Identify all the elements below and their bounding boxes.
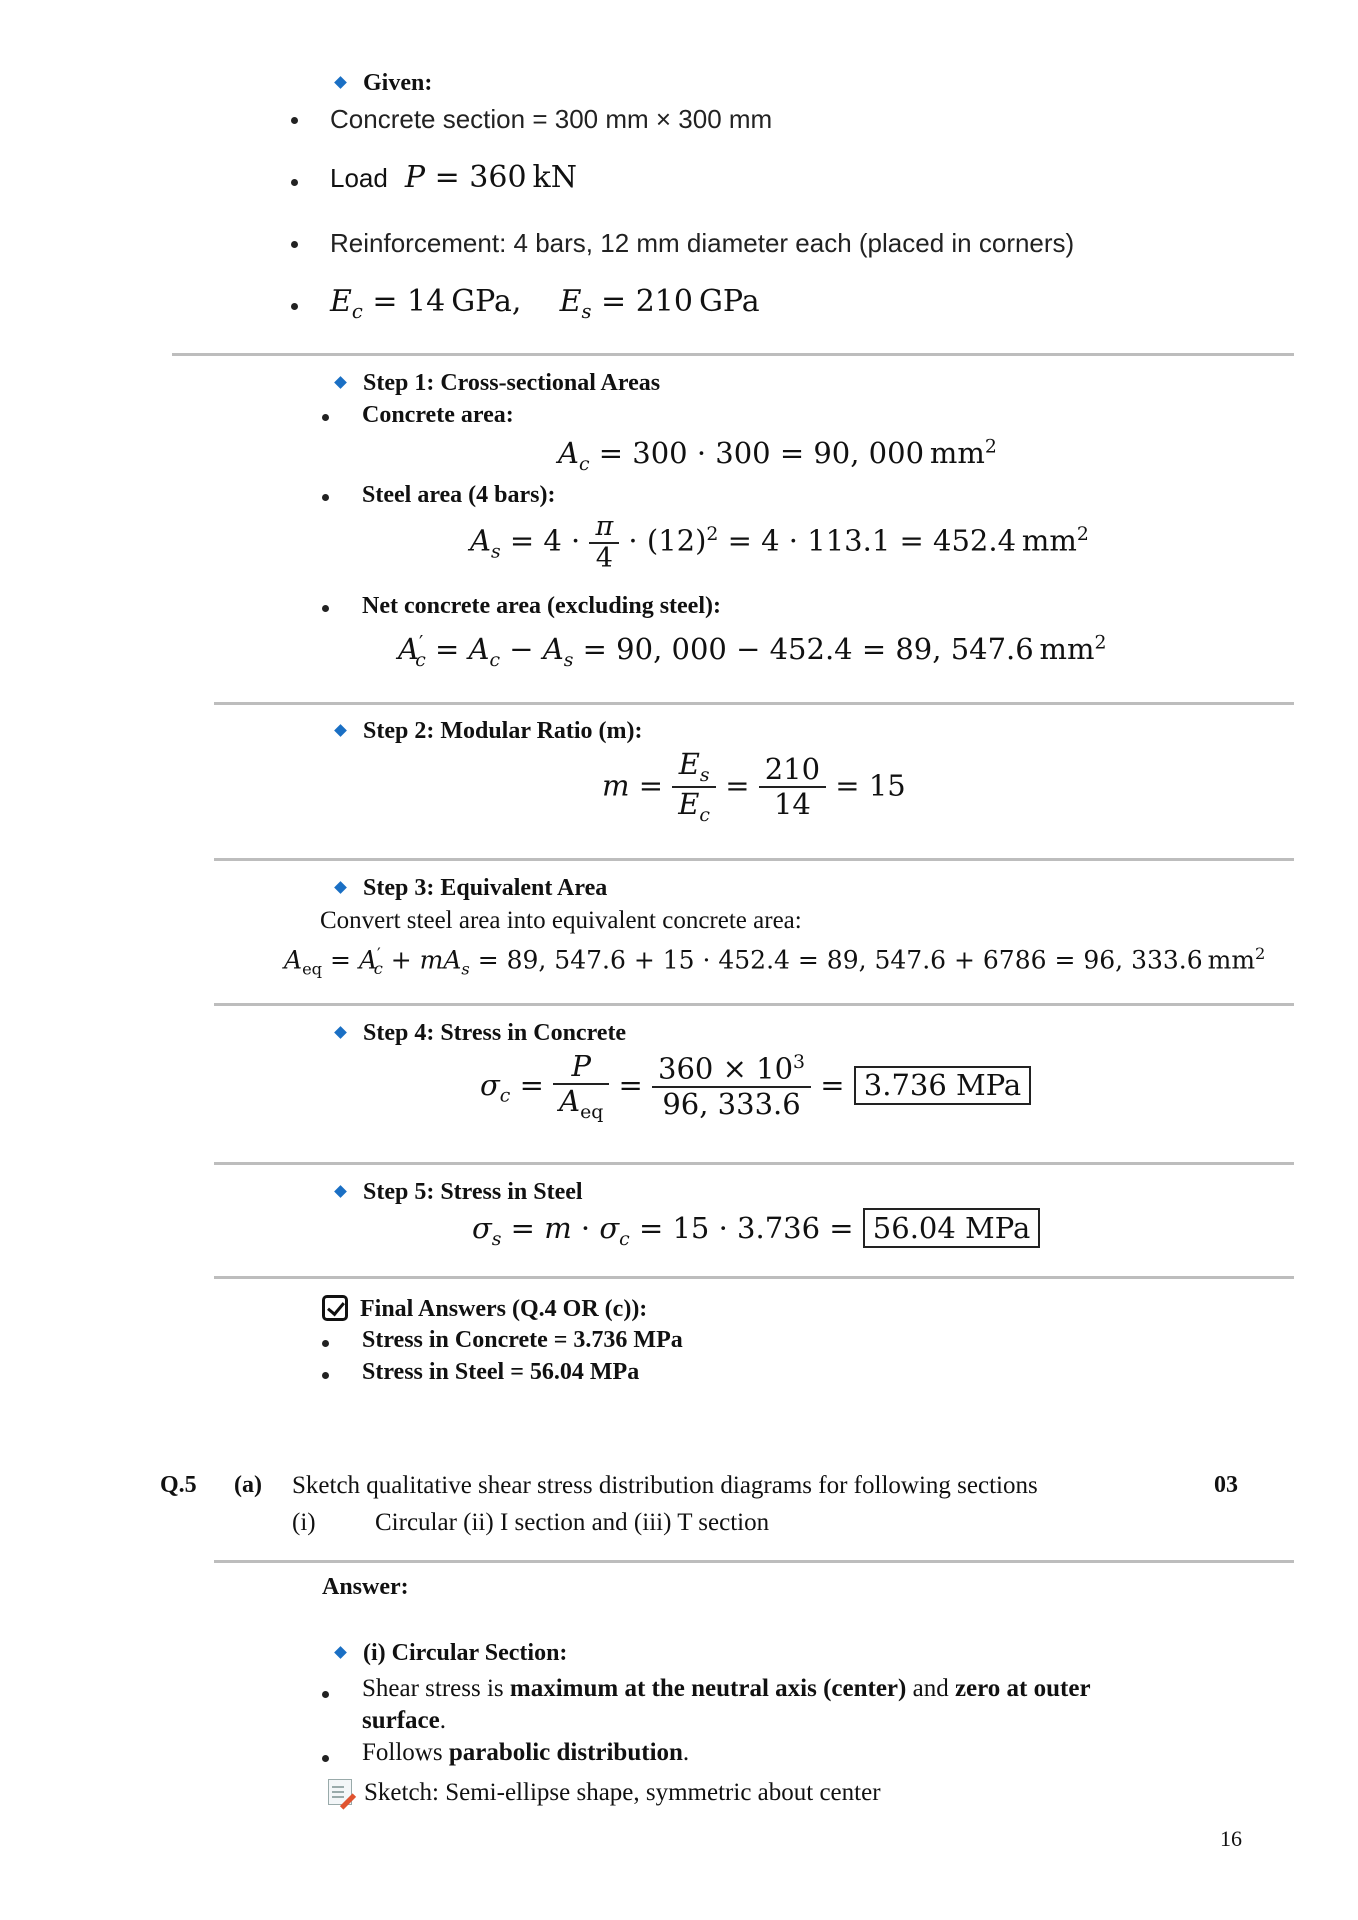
bullet-dot-icon [291,303,298,310]
question-marks: 03 [1214,1472,1238,1498]
step1-concrete-area-label: Concrete area: [362,402,514,428]
final-heading: Final Answers (Q.4 OR (c)): [322,1290,647,1323]
step5-equation: $\sigma_s = m \cdot \sigma_c = 15 \cdot 3.736 = 56.04$ MPa [472,1208,1040,1250]
question-sub-text: Circular (ii) I section and (iii) T section [375,1509,770,1536]
diamond-bullet-icon [334,724,347,737]
answer-sketch-note: Sketch: Semi-ellipse shape, symmetric about center [328,1774,881,1807]
question-part: (a) [234,1472,262,1498]
diamond-bullet-icon [334,1185,347,1198]
bullet-dot-icon [322,494,329,501]
memo-icon [328,1779,352,1805]
diamond-bullet-icon [334,1026,347,1039]
step2-heading: Step 2: Modular Ratio (m): [336,718,643,745]
step1-equation-net: $A'_c = A_c - A_s = 90$, 000 − 452.4 = 89, 547.6 $mm^2$ [398,632,1107,671]
diamond-bullet-icon [334,376,347,389]
bullet-dot-icon [322,1691,329,1698]
divider [214,1560,1294,1563]
diamond-bullet-icon [334,881,347,894]
step1-steel-area-label: Steel area (4 bars): [362,482,556,508]
step3-description: Convert steel area into equivalent concrete area: [320,907,802,934]
bullet-dot-icon [322,414,329,421]
step1-equation-steel: $A_s = 4$ · $\frac{\pi}{4}$ · $(12)^2 = 4 \cdot 113.1 = 452.4$ $mm^2$ [470,511,1089,574]
bullet-dot-icon [291,241,298,248]
divider [214,1162,1294,1165]
given-item-load: Load P = 360 kN [330,160,577,195]
answer-bullet-2: Follows parabolic distribution. [362,1739,690,1766]
given-item-moduli: $E_c = 14$ GPa, $E_s = 210$ GPa [330,284,760,323]
diamond-bullet-icon [334,76,347,89]
answer-label: Answer: [322,1574,409,1600]
question-number: Q.5 [160,1472,197,1498]
step1-net-area-label: Net concrete area (excluding steel): [362,593,721,619]
checkbox-checked-icon [322,1295,348,1321]
step4-heading: Step 4: Stress in Concrete [336,1020,626,1047]
step5-result-box: 56.04 MPa [863,1208,1040,1248]
step4-equation: $\sigma_c$ = $\frac{P}{A_{eq}}$ = $\frac{360 \times 10^3}{96, 333.6}$ = 3.736 MPa [480,1050,1031,1124]
bullet-dot-icon [291,179,298,186]
step1-heading: Step 1: Cross-sectional Areas [336,370,660,397]
answer-bullet-1-line1: Shear stress is maximum at the neutral axis (center) and zero at outer [362,1675,1091,1702]
step3-equation: $A_{eq} = A'_c + mA_s = 89$, 547.6 + 15 · 452.4 = 89, 547.6 + 6786 = 96, 333.6 $mm^2$ [284,944,1266,979]
page-number: 16 [1220,1826,1242,1851]
divider [172,353,1294,356]
bullet-dot-icon [322,1755,329,1762]
divider [214,1276,1294,1279]
step1-equation-concrete: $A_c = 300 \cdot 300 = 90$, 000 $mm^2$ [558,436,997,475]
given-item-reinforcement: Reinforcement: 4 bars, 12 mm diameter each (placed in corners) [330,228,1075,258]
question-sub-label: (i) [292,1509,316,1536]
bullet-dot-icon [322,1340,329,1347]
divider [214,858,1294,861]
bullet-dot-icon [291,117,298,124]
given-heading: Given: [336,70,432,97]
final-answer-concrete: Stress in Concrete = 3.736 MPa [362,1327,683,1353]
step2-equation: m = $\frac{E_s}{E_c}$ = $\frac{210}{14}$ = 15 [602,747,906,827]
step5-heading: Step 5: Stress in Steel [336,1179,583,1206]
circular-section-heading: (i) Circular Section: [336,1640,567,1667]
divider [214,702,1294,705]
final-answer-steel: Stress in Steel = 56.04 MPa [362,1359,640,1385]
bullet-dot-icon [322,1372,329,1379]
bullet-dot-icon [322,605,329,612]
answer-bullet-1-line2: surface. [362,1707,446,1734]
step3-heading: Step 3: Equivalent Area [336,875,607,902]
question-text: Sketch qualitative shear stress distribution diagrams for following sections [292,1472,1038,1499]
divider [214,1003,1294,1006]
given-item-section: Concrete section = 300 mm × 300 mm [330,104,773,134]
step4-result-box: 3.736 MPa [854,1066,1031,1105]
diamond-bullet-icon [334,1646,347,1659]
